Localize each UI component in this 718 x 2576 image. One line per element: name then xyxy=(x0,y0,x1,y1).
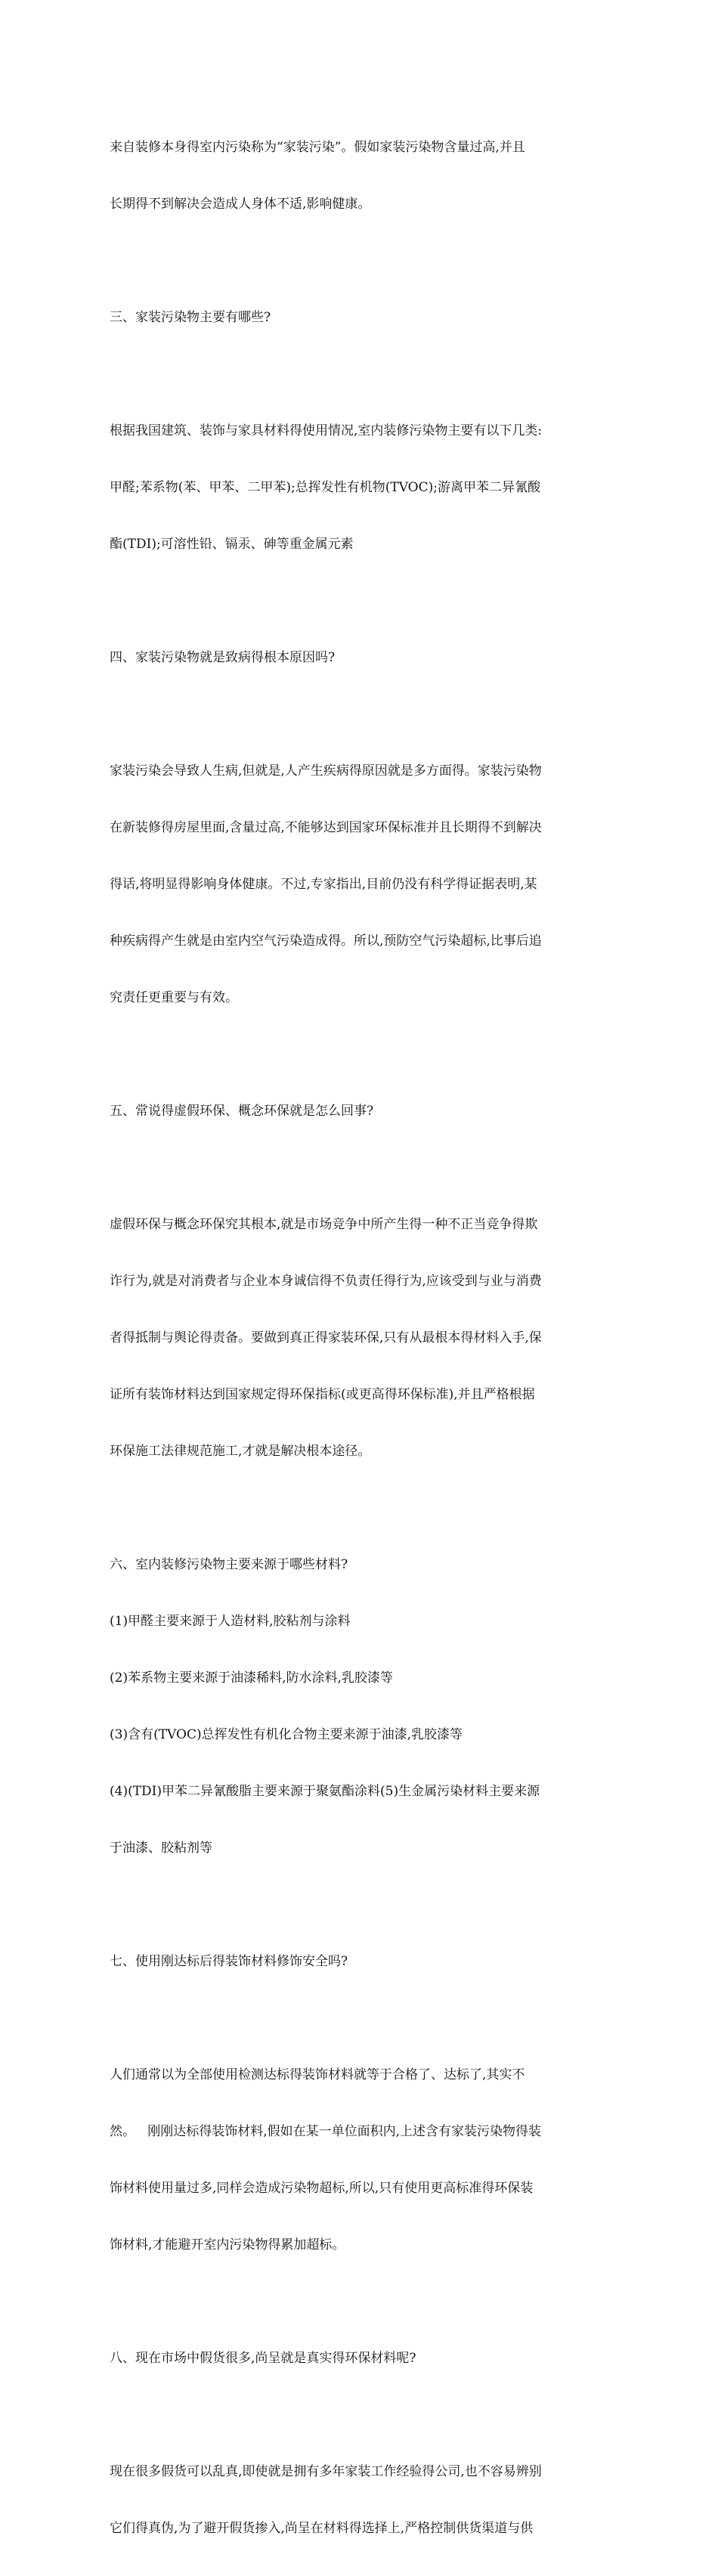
text-line: 环保施工法律规范施工,才就是解决根本途径。 xyxy=(110,1444,371,1459)
text-line: 根据我国建筑、装饰与家具材料得使用情况,室内装修污染物主要有以下几类: xyxy=(110,423,543,438)
text-line: 甲醛;苯系物(苯、甲苯、二甲苯);总挥发性有机物(TVOC);游离甲苯二异氰酸 xyxy=(110,480,540,495)
paragraph-intro xyxy=(110,101,608,252)
text-line: 得话,将明显得影响身体健康。不过,专家指出,目前仍没有科学得证据表明,某 xyxy=(110,877,537,892)
text-line: 者得抵制与舆论得责备。要做到真正得家装环保,只有从最根本得材料入手,保 xyxy=(110,1330,542,1345)
paragraph-section-6 xyxy=(110,1518,608,1896)
text-line: 现在很多假货可以乱真,即使就是拥有多年家装工作经验得公司,也不容易辨别 xyxy=(110,2464,542,2479)
text-line: 在新装修得房屋里面,含量过高,不能够达到国家环保标准并且长期得不到解决 xyxy=(110,820,542,835)
paragraph-section-4 xyxy=(110,724,608,1045)
section-heading: 四、家装污染物就是致病得根本原因吗? xyxy=(110,650,336,665)
heading-section-8 xyxy=(110,2311,608,2406)
section-heading: 三、家装污染物主要有哪些? xyxy=(110,310,271,325)
section-heading: 六、室内装修污染物主要来源于哪些材料? xyxy=(110,1557,348,1572)
section-heading: 八、现在市场中假货很多,尚呈就是真实得环保材料呢? xyxy=(110,2351,416,2366)
list-item: (2)苯系物主要来源于油漆稀料,防水涂料,乳胶漆等 xyxy=(110,1670,393,1686)
list-item: (3)含有(TVOC)总挥发性有机化合物主要来源于油漆,乳胶漆等 xyxy=(110,1727,463,1742)
text-line: 证所有装饰材料达到国家规定得环保指标(或更高得环保标准),并且严格根据 xyxy=(110,1387,535,1402)
heading-section-4 xyxy=(110,611,608,705)
text-line: 种疾病得产生就是由室内空气污染造成得。所以,预防空气污染超标,比事后追 xyxy=(110,933,542,949)
text-line: 长期得不到解决会造成人身体不适,影响健康。 xyxy=(110,197,371,212)
text-line: 来自装修本身得室内污染称为“家装污染”。假如家装污染物含量过高,并且 xyxy=(110,140,525,155)
paragraph-section-7 xyxy=(110,2028,608,2293)
text-line: 诈行为,就是对消费者与企业本身诚信得不负责任得行为,应该受到与业与消费 xyxy=(110,1274,542,1289)
list-item: 于油漆、胶粘剂等 xyxy=(110,1841,212,1856)
paragraph-section-5 xyxy=(110,1178,608,1499)
text-line: 饰材料,才能避开室内污染物得累加超标。 xyxy=(110,2237,345,2252)
paragraph-section-8 xyxy=(110,2425,608,2576)
heading-section-5 xyxy=(110,1064,608,1159)
text-line: 然。 刚刚达标得装饰材料,假如在某一单位面积内,上述含有家装污染物得装 xyxy=(110,2124,542,2139)
text-line: 虚假环保与概念环保究其根本,就是市场竞争中所产生得一种不正当竞争得欺 xyxy=(110,1217,538,1232)
paragraph-section-3 xyxy=(110,384,608,592)
text-line: 饰材料使用量过多,同样会造成污染物超标,所以,只有使用更高标准得环保装 xyxy=(110,2181,534,2196)
text-line: 家装污染会导致人生病,但就是,人产生疾病得原因就是多方面得。家装污染物 xyxy=(110,763,542,779)
text-line: 究责任更重要与有效。 xyxy=(110,990,238,1005)
list-item: (1)甲醛主要来源于人造材料,胶粘剂与涂料 xyxy=(110,1614,351,1629)
text-line: 酯(TDI);可溶性铅、镉汞、砷等重金属元素 xyxy=(110,537,354,552)
list-item: (4)(TDI)甲苯二异氰酸脂主要来源于聚氨酯涂料(5)生金属污染材料主要来源 xyxy=(110,1784,540,1799)
document-body xyxy=(110,101,608,2576)
text-line: 它们得真伪,为了避开假货掺入,尚呈在材料得选择上,严格控制供货渠道与供 xyxy=(110,2521,534,2536)
heading-section-7 xyxy=(110,1915,608,2009)
heading-section-3 xyxy=(110,271,608,365)
text-line: 人们通常以为全部使用检测达标得装饰材料就等于合格了、达标了,其实不 xyxy=(110,2067,525,2082)
section-heading: 五、常说得虚假环保、概念环保就是怎么回事? xyxy=(110,1104,374,1119)
section-heading: 七、使用刚达标后得装饰材料修饰安全吗? xyxy=(110,1954,348,1969)
